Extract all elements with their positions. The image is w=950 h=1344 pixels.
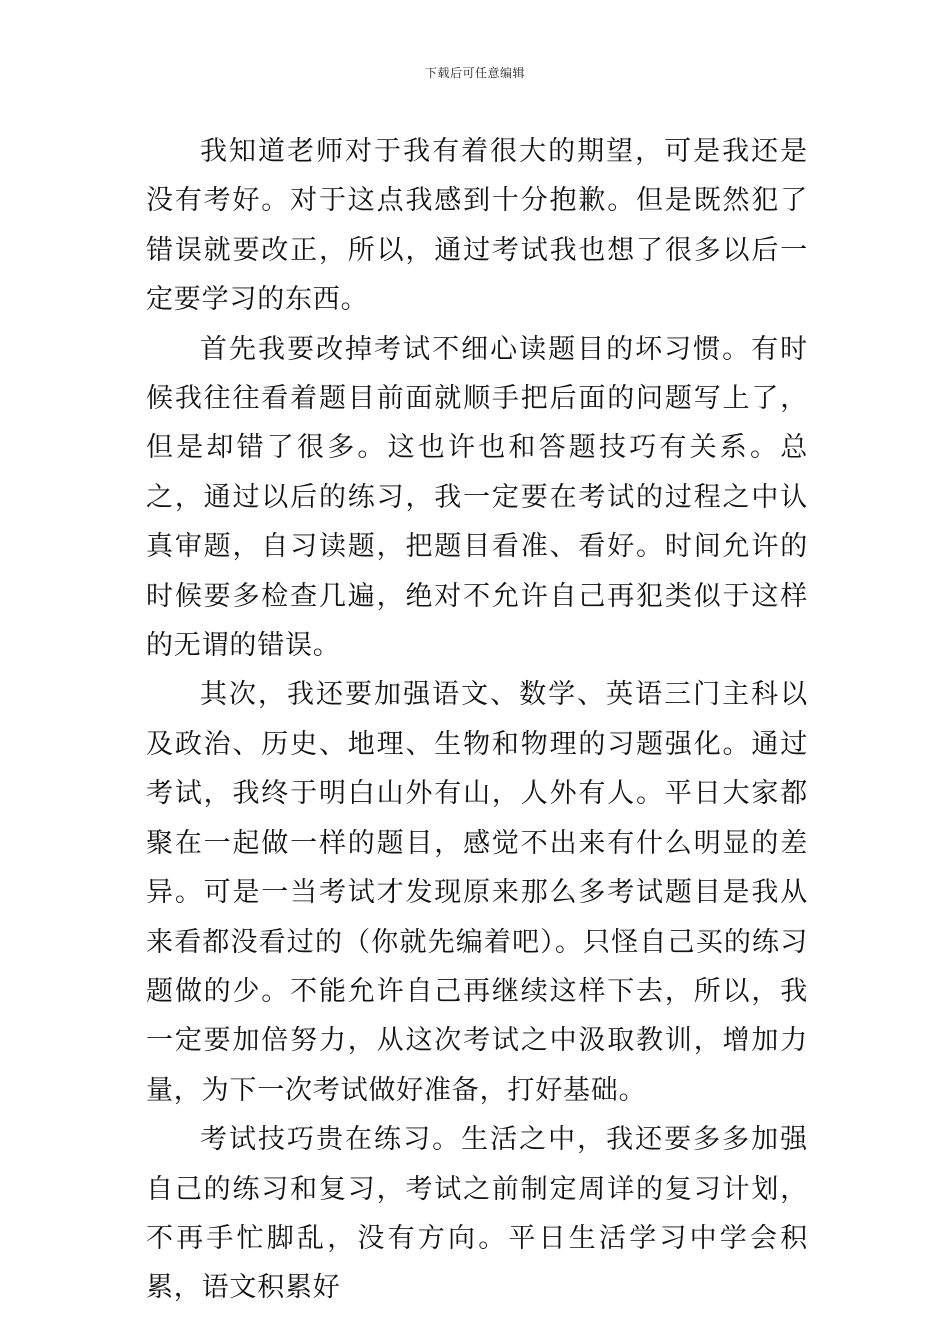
paragraph-4: 考试技巧贵在练习。生活之中，我还要多多加强自己的练习和复习，考试之前制定周详的复习计划，不再手忙脚乱，没有方向。平日生活学习中学会积累，语文积累好 bbox=[146, 1124, 808, 1304]
paragraph-2: 首先我要改掉考试不细心读题目的坏习惯。有时候我往往看着题目前面就顺手把后面的问题写上了，但是却错了很多。这也许也和答题技巧有关系。总之，通过以后的练习，我一定要在考试的过程之中认真审题，自习读题，把题目看准、看好。时间允许的时候要多检查几遍，绝对不允许自己再犯类似于这样的无谓的错误。 bbox=[146, 333, 808, 662]
page-header-note: 下载后可任意编辑 bbox=[424, 66, 525, 80]
paragraph-1: 我知道老师对于我有着很大的期望，可是我还是没有考好。对于这点我感到十分抱歉。但是既然犯了错误就要改正，所以，通过考试我也想了很多以后一定要学习的东西。 bbox=[146, 136, 808, 316]
document-body bbox=[146, 127, 808, 1313]
paragraph-3: 其次，我还要加强语文、数学、英语三门主科以及政治、历史、地理、生物和物理的习题强化。通过考试，我终于明白山外有山，人外有人。平日大家都聚在一起做一样的题目，感觉不出来有什么明显的差异。可是一当考试才发现原来那么多考试题目是我从来看都没看过的（你就先编着吧）。只怪自己买的练习题做的少。不能允许自己再继续这样下去，所以，我一定要加倍努力，从这次考试之中汲取教训，增加力量，为下一次考试做好准备，打好基础。 bbox=[146, 679, 808, 1106]
